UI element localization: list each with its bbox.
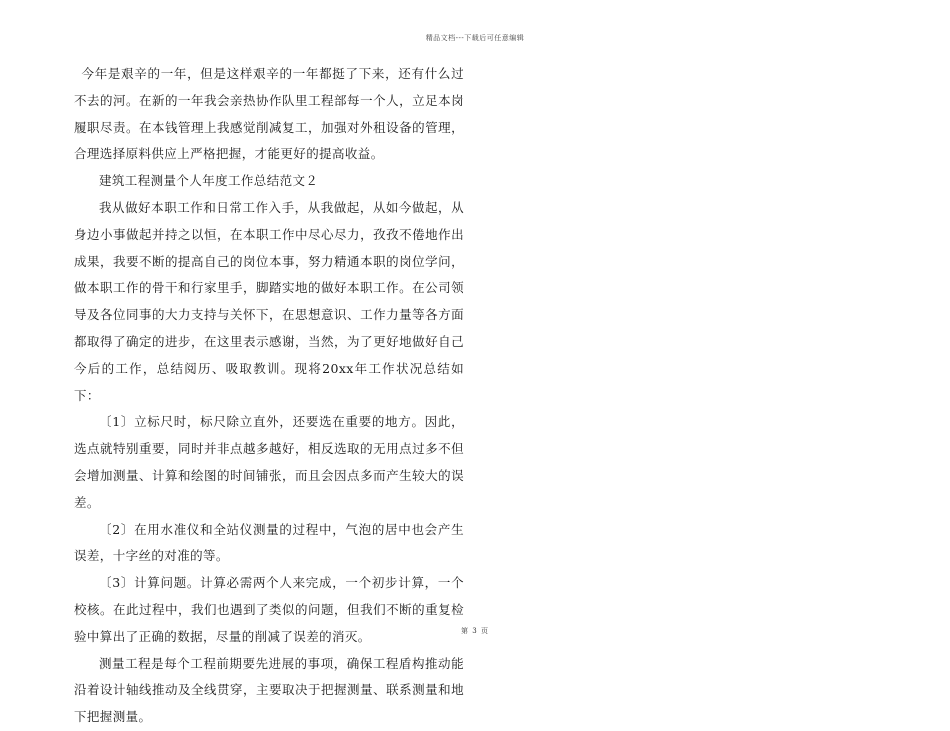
page-header: 精品文档---下载后可任意编辑 — [425, 34, 525, 42]
section-title: 建筑工程测量个人年度工作总结范文２ — [99, 173, 319, 189]
page-number: 第 3 页 — [461, 627, 489, 635]
paragraph-3: 〔1〕立标尺时，标尺除立直外，还要选在重要的地方。因此，选点就特别重要，同时并非点越多越好，相反选取的无用点过多不但会增加测量、计算和绘图的时间铺张，而且会因点多而产生较大的误差。 — [74, 414, 464, 510]
paragraph-2: 我从做好本职工作和日常工作入手，从我做起，从如今做起，从身边小事做起并持之以恒，在本职工作中尽心尽力，孜孜不倦地作出成果，我要不断的提高自己的岗位本事，努力精通本职的岗位学问，做本职工作的骨干和行家里手，脚踏实地的做好本职工作。在公司领导及各位同事的大力支持与关怀下，在思想意识、工作力量等各方面都取得了确定的进步，在这里表示感谢，当然，为了更好地做好自己今后的工作，总结阅历、吸取教训。现将20xx年工作状况总结如下： — [74, 199, 464, 403]
paragraph-1: 今年是艰辛的一年，但是这样艰辛的一年都挺了下来，还有什么过不去的河。在新的一年我会亲热协作队里工程部每一个人，立足本岗履职尽责。在本钱管理上我感觉削减复工，加强对外租设备的管理，合理选择原料供应上严格把握，才能更好的提高收益。 — [74, 66, 464, 162]
paragraph-6: 测量工程是每个工程前期要先进展的事项，确保工程盾构推动能沿着设计轴线推动及全线贯穿，主要取决于把握测量、联系测量和地下把握测量。 — [74, 655, 464, 725]
paragraph-5: 〔3〕计算问题。计算必需两个人来完成，一个初步计算，一个校核。在此过程中，我们也遇到了类似的问题，但我们不断的重复检验中算出了正确的数据，尽量的削减了误差的消灭。 — [74, 575, 464, 644]
paragraph-4: 〔2〕在用水准仪和全站仪测量的过程中，气泡的居中也会产生误差，十字丝的对准的等。 — [74, 521, 464, 564]
